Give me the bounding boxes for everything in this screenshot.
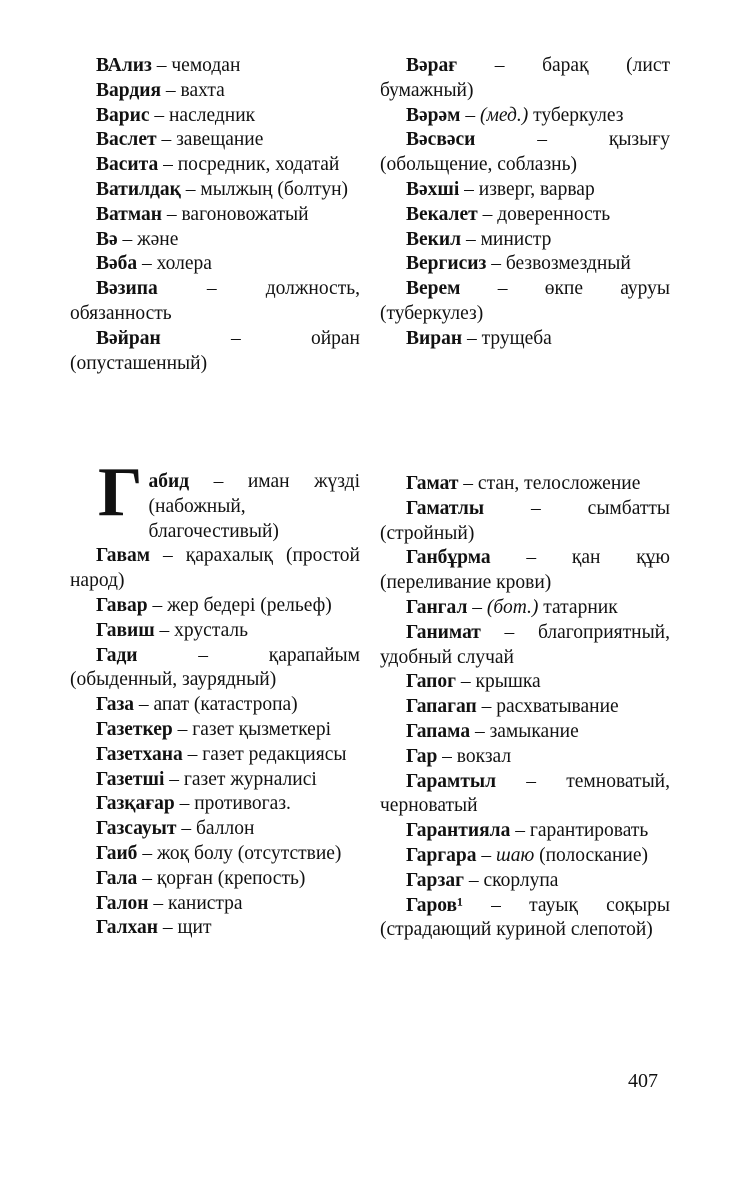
entry-definition: қорған (крепость)	[156, 867, 306, 889]
dictionary-entry: Гади – қарапайым (обыденный, заурядный)	[70, 644, 360, 691]
entry-definition: қызығу (обольщение, соблазнь)	[380, 129, 670, 176]
entry-definition: жоқ болу (отсутствие)	[156, 842, 342, 864]
entry-definition: безвозмездный	[505, 253, 631, 275]
entry-headword: Газетші	[96, 768, 165, 790]
entry-headword: Вәсвәси	[406, 129, 476, 151]
dictionary-entry: абид – иман жүзді (набожный, благочестивый)	[148, 471, 360, 542]
entry-headword: Гарамтыл	[406, 770, 497, 792]
dictionary-entry: Галхан – щит	[96, 917, 212, 939]
entry-definition: (полоскание)	[539, 844, 649, 866]
entry-headword: Гади	[96, 644, 138, 666]
entry-headword: Гангал	[406, 596, 468, 618]
entry-headword: Гапагап	[406, 696, 477, 718]
entry-headword: Варис	[96, 104, 150, 126]
entry-headword: Гавар	[96, 594, 148, 616]
entry-headword: Гарзаг	[406, 869, 464, 891]
entry-headword: Вә	[96, 228, 118, 250]
entry-headword: Гавиш	[96, 619, 155, 641]
entry-definition: замыкание	[489, 720, 579, 742]
dictionary-entry: Гарантияла – гарантировать	[406, 820, 649, 842]
entry-headword: Гарантияла	[406, 820, 511, 842]
dictionary-entry: Гар – вокзал	[406, 745, 512, 767]
entry-headword: Ватман	[96, 203, 162, 225]
page-number: 407	[628, 1070, 658, 1092]
dictionary-entry: Газқағар – противогаз.	[96, 793, 291, 815]
entry-definition: барақ (лист бумажный)	[380, 55, 670, 101]
entry-headword: Гаматлы	[406, 497, 485, 519]
entry-headword: Газсауыт	[96, 818, 177, 840]
entry-headword: Гар	[406, 745, 438, 767]
dictionary-entry: Газсауыт – баллон	[96, 818, 255, 840]
entry-definition: гарантировать	[529, 820, 649, 842]
entry-definition: қарапайым (обыденный, заурядный)	[70, 644, 360, 691]
dictionary-entry: Ганимат – благоприятный, удобный случай	[380, 621, 670, 668]
dictionary-entry: Гаматлы – сымбатты (стройный)	[380, 497, 670, 544]
entry-definition: иман жүзді (набожный, благочестивый)	[148, 471, 360, 542]
entry-headword: Виран	[406, 327, 463, 349]
entry-definition: крышка	[475, 671, 541, 693]
right-column-block-2	[380, 472, 670, 943]
entry-headword: Газқағар	[96, 793, 175, 815]
dictionary-entry: Вәйран – ойран (опусташенный)	[70, 327, 360, 374]
dictionary-entry: Векалет – доверенность	[406, 203, 611, 225]
left-column-block-2	[70, 454, 360, 941]
entry-headword: Гапама	[406, 720, 471, 742]
entry-note: (мед.)	[479, 104, 529, 126]
dictionary-entry: Васлет – завещание	[96, 129, 264, 151]
entry-headword: Газетхана	[96, 743, 183, 765]
dictionary-entry: Гапог – крышка	[406, 671, 541, 693]
entry-definition: туберкулез	[533, 104, 624, 126]
entry-definition: изверг, варвар	[478, 178, 595, 200]
dictionary-entry: Вергисиз – безвозмездный	[406, 253, 631, 275]
entry-definition: вагоновожатый	[181, 203, 309, 225]
dictionary-entry: Гарамтыл – темноватый, черноватый	[380, 770, 670, 817]
dictionary-entry: Вәба – холера	[96, 253, 212, 275]
entry-definition: апат (катастропа)	[153, 694, 298, 716]
dictionary-entry: Газетхана – газет редакциясы	[96, 743, 347, 765]
entry-headword: Васита	[96, 154, 159, 176]
entry-headword: Вәхші	[406, 178, 460, 200]
entry-definition: мылжың (болтун)	[200, 178, 348, 200]
dictionary-entry: Гарзаг – скорлупа	[406, 869, 559, 891]
dictionary-entry: Гавам – қарахалық (простой народ)	[70, 545, 360, 592]
entry-definition: противогаз.	[194, 793, 291, 815]
dictionary-entry: Гаиб – жоқ болу (отсутствие)	[96, 842, 342, 864]
dictionary-entry: Вәрағ – барақ (лист бумажный)	[380, 55, 670, 101]
entry-definition: қан құю (переливание крови)	[380, 547, 670, 594]
entry-definition: завещание	[176, 129, 264, 151]
dictionary-entry: Гапама – замыкание	[406, 720, 579, 742]
dictionary-entry: Гапагап – расхватывание	[406, 696, 619, 718]
dictionary-entry: Верем – өкпе ауруы (туберкулез)	[380, 278, 671, 324]
entry-definition: наследник	[169, 104, 256, 126]
section-drop-cap: Г	[98, 454, 143, 531]
dictionary-entry: Гавиш – хрусталь	[96, 619, 249, 641]
entry-definition: вокзал	[456, 745, 512, 767]
entry-headword: Васлет	[96, 129, 157, 151]
entry-definition: хрусталь	[174, 619, 249, 641]
entry-headword: Галон	[96, 892, 149, 914]
entry-headword: Гавам	[96, 545, 151, 567]
dictionary-entry: Гаргара – шаю (полоскание)	[406, 844, 649, 866]
dictionary-entry: Гала – қорған (крепость)	[96, 867, 306, 889]
entry-definition: должность, обязанность	[70, 278, 360, 324]
entry-headword: Гаров¹	[406, 894, 463, 916]
dictionary-entry: Векил – министр	[406, 228, 552, 250]
entry-headword: Верем	[406, 278, 461, 300]
entry-definition: баллон	[196, 818, 255, 840]
entry-headword: Векалет	[406, 203, 478, 225]
entry-definition: қарахалық (простой народ)	[70, 545, 360, 592]
dictionary-entry: Виран – трущеба	[406, 327, 552, 349]
entry-headword: Гапог	[406, 671, 457, 693]
entry-definition: посредник, ходатай	[177, 154, 340, 176]
entry-definition: жер бедері (рельеф)	[167, 594, 332, 616]
entry-definition: татарник	[543, 596, 618, 618]
entry-headword: Вәрәм	[406, 104, 461, 126]
dictionary-entry: Ганбұрма – қан құю (переливание крови)	[380, 547, 670, 594]
dictionary-entry: Галон – канистра	[96, 892, 243, 914]
entry-headword: Гала	[96, 867, 138, 889]
entry-headword: Вәрағ	[406, 55, 458, 76]
entry-headword: Вергисиз	[406, 253, 487, 275]
entry-definition: темноватый, черноватый	[380, 770, 670, 817]
entry-headword: Вәйран	[96, 327, 161, 349]
dictionary-entry: Вәсвәси – қызығу (обольщение, соблазнь)	[380, 129, 670, 176]
entry-definition: чемодан	[171, 55, 241, 76]
entry-headword: Ганимат	[406, 621, 481, 643]
entry-headword: Газеткер	[96, 718, 173, 740]
entry-headword: Вардия	[96, 79, 161, 101]
right-column-block-1	[380, 54, 670, 352]
entry-note: шаю	[496, 844, 535, 866]
entry-headword: Гаиб	[96, 842, 138, 864]
dictionary-entry: Гавар – жер бедері (рельеф)	[96, 594, 332, 616]
dictionary-entry: Варис – наследник	[96, 104, 256, 126]
entry-headword: Ганбұрма	[406, 547, 491, 569]
dictionary-entry: Вәрәм – (мед.) туберкулез	[406, 104, 624, 126]
dictionary-entry: Газетші – газет журналисі	[96, 768, 317, 790]
entry-definition: және	[137, 228, 179, 250]
dictionary-entry: Гамат – стан, телосложение	[406, 473, 641, 494]
entry-definition: газет редакциясы	[202, 743, 347, 765]
entry-headword: Галхан	[96, 917, 159, 939]
entry-definition: трущеба	[481, 327, 552, 349]
entry-definition: доверенность	[497, 203, 611, 225]
entry-headword: Вәзипа	[96, 278, 158, 300]
entry-note: (бот.)	[486, 596, 539, 618]
entry-definition: щит	[177, 917, 212, 939]
dictionary-entry: Вардия – вахта	[96, 79, 225, 101]
entry-headword: ВАлиз	[96, 55, 152, 76]
entry-headword: абид	[148, 471, 190, 492]
entry-definition: ойран (опусташенный)	[70, 327, 360, 374]
entry-definition: министр	[480, 228, 552, 250]
dictionary-entry: Вә – және	[96, 228, 179, 250]
entry-headword: Вәба	[96, 253, 138, 275]
dictionary-entry: Ватилдақ – мылжың (болтун)	[96, 178, 348, 200]
dictionary-entry: Гаров¹ – тауық соқыры (страдающий куриной слепотой)	[380, 894, 670, 941]
entry-headword: Гамат	[406, 473, 459, 494]
dictionary-entry: Вәхші – изверг, варвар	[406, 178, 595, 200]
entry-definition: вахта	[180, 79, 225, 101]
entry-definition: газет қызметкері	[192, 718, 332, 740]
entry-definition: тауық соқыры (страдающий куриной слепотой)	[380, 894, 670, 941]
dictionary-entry: ВАлиз – чемодан	[96, 55, 241, 76]
dictionary-entry: Вәзипа – должность, обязанность	[70, 278, 360, 324]
entry-definition: стан, телосложение	[477, 473, 641, 494]
entry-definition: сымбатты (стройный)	[380, 497, 670, 544]
entry-headword: Ватилдақ	[96, 178, 181, 200]
dictionary-entry: Ватман – вагоновожатый	[96, 203, 309, 225]
entry-definition: өкпе ауруы (туберкулез)	[380, 278, 671, 324]
dictionary-entry: Васита – посредник, ходатай	[96, 154, 340, 176]
entry-definition: газет журналисі	[183, 768, 317, 790]
dictionary-entry: Гангал – (бот.) татарник	[406, 596, 618, 618]
dictionary-entry: Газеткер – газет қызметкері	[96, 718, 332, 740]
entry-definition: расхватывание	[496, 696, 619, 718]
entry-headword: Векил	[406, 228, 462, 250]
entry-definition: скорлупа	[483, 869, 559, 891]
entry-definition: канистра	[168, 892, 243, 914]
entry-headword: Гаргара	[406, 844, 477, 866]
entry-definition: холера	[156, 253, 212, 275]
dictionary-entry: Газа – апат (катастропа)	[96, 694, 298, 716]
entry-headword: Газа	[96, 694, 135, 716]
left-column-block-1	[70, 54, 360, 376]
entry-definition: благоприятный, удобный случай	[380, 621, 670, 668]
